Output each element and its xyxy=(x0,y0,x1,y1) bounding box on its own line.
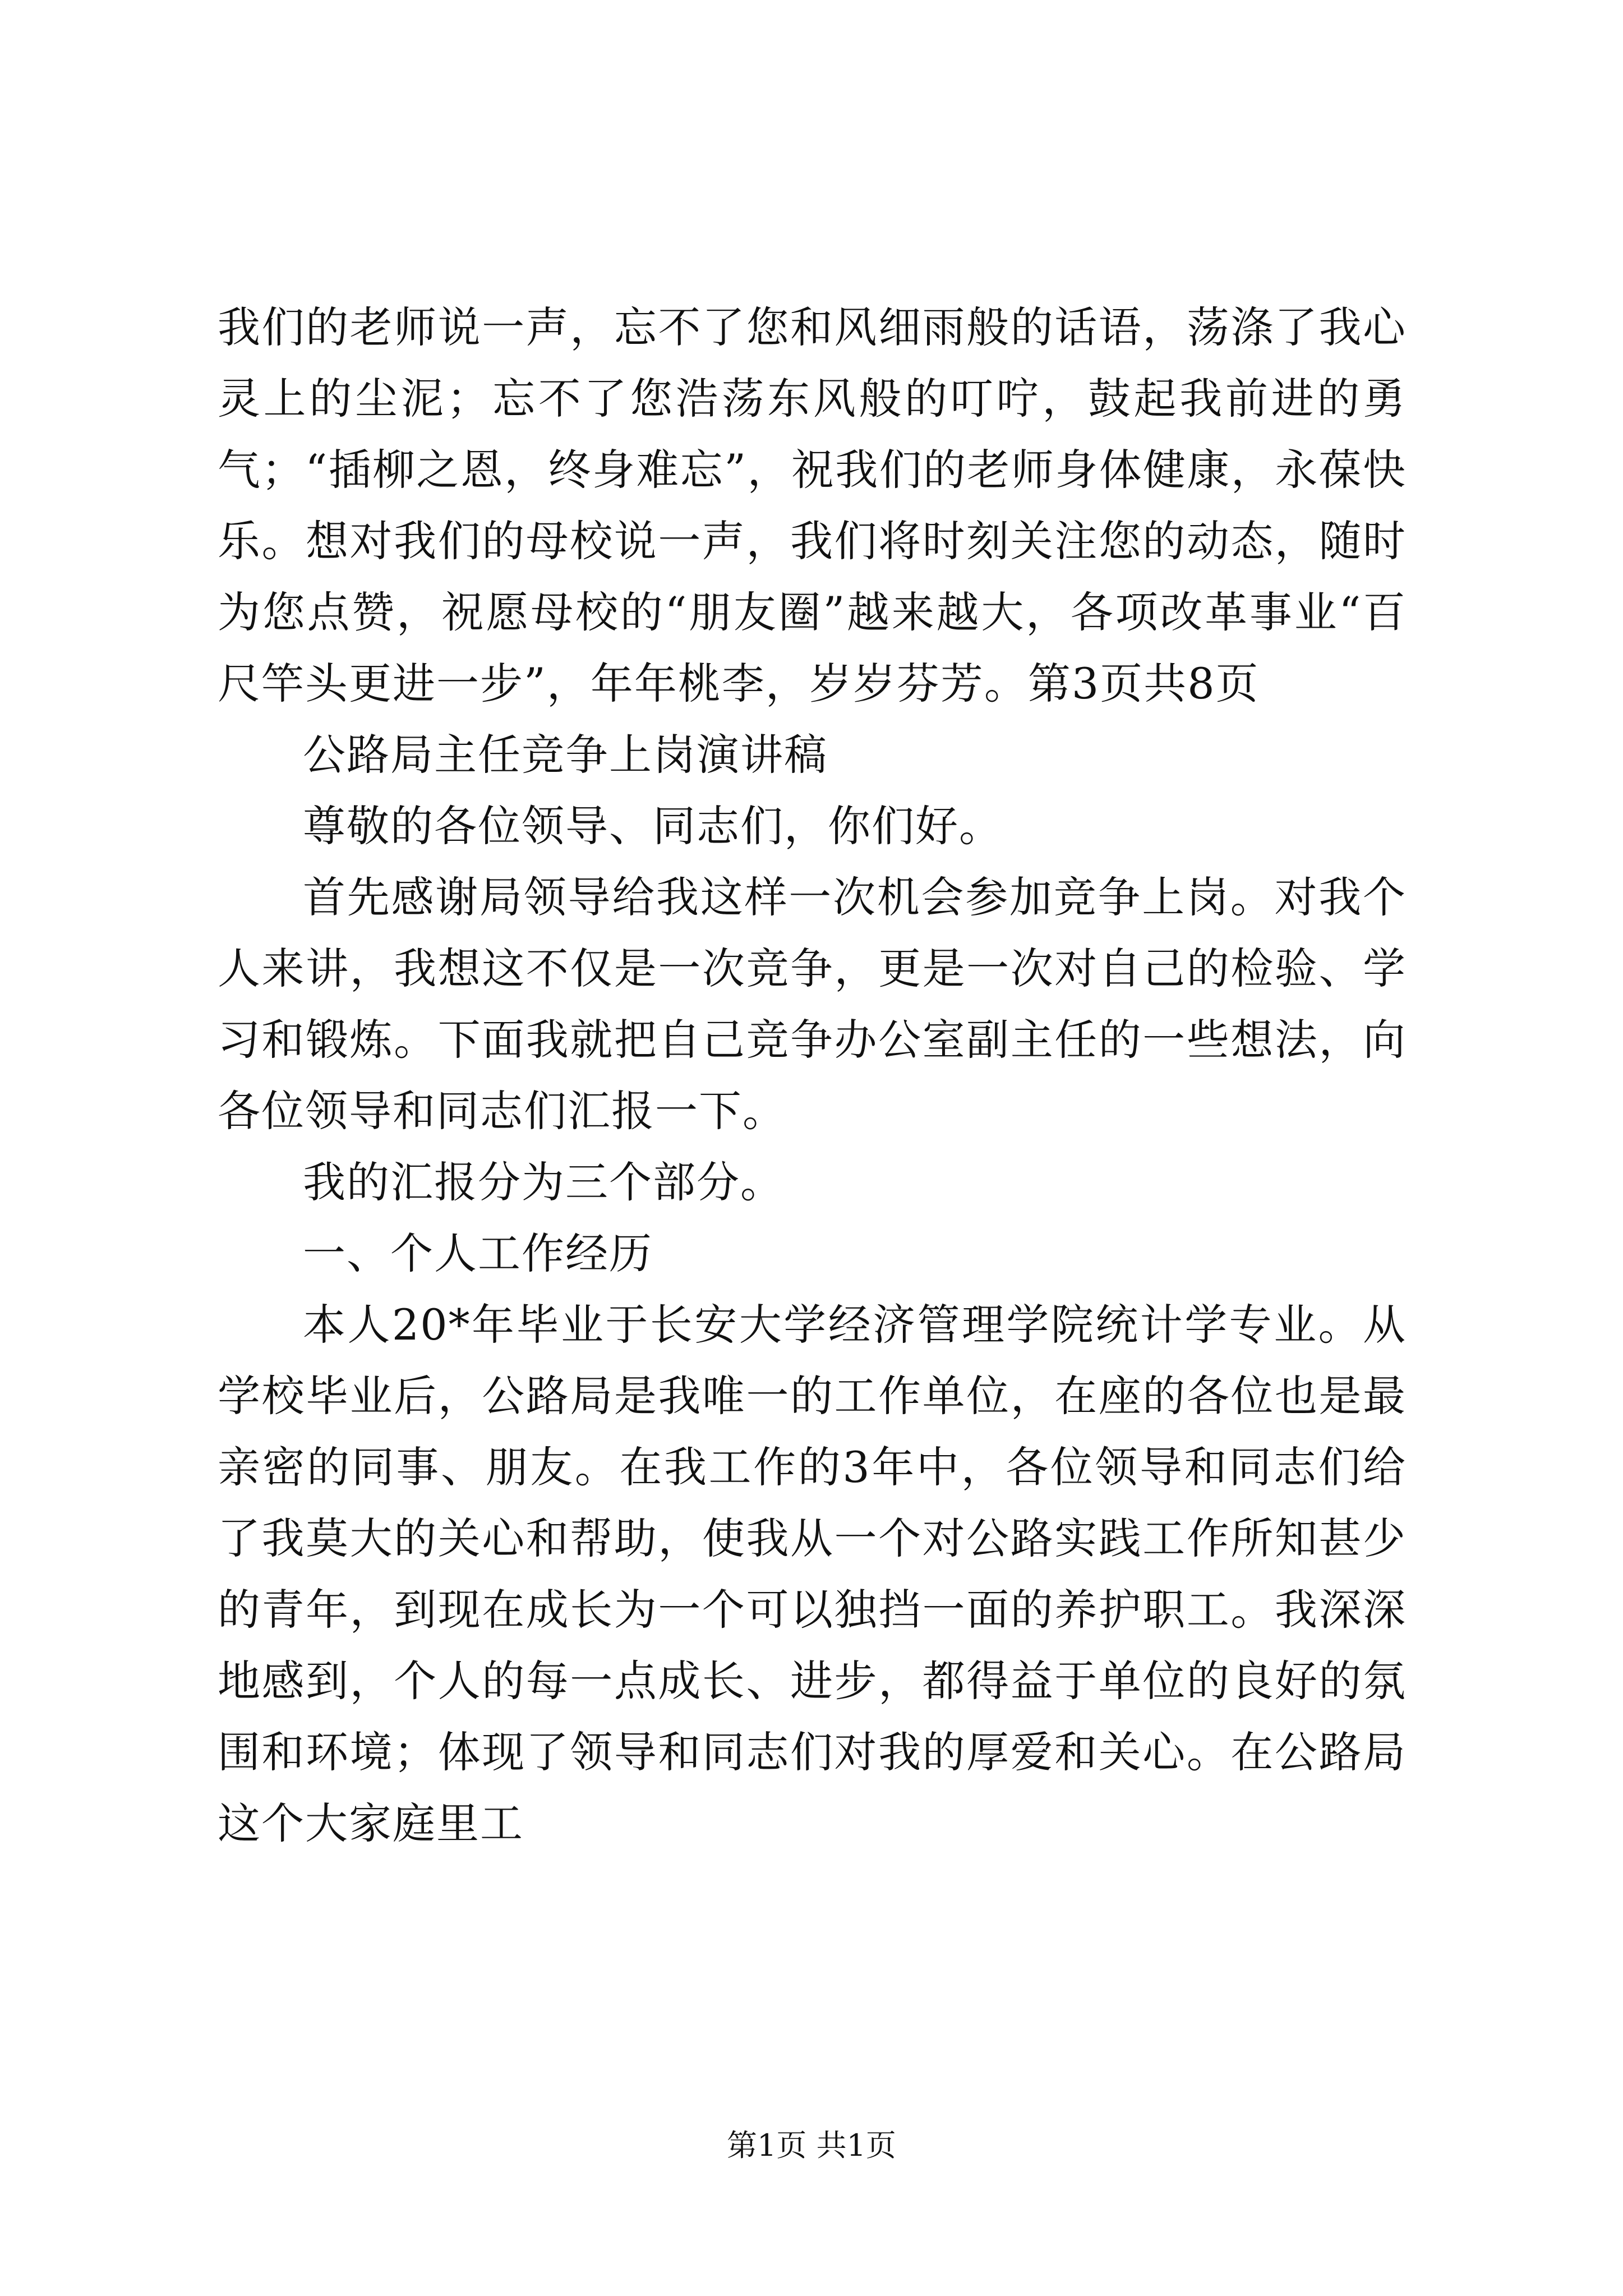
salutation: 尊敬的各位领导、同志们，你们好。 xyxy=(303,801,1003,851)
page-footer: 第1页 共1页 xyxy=(727,2128,896,2163)
paragraph-outline: 我的汇报分为三个部分。 xyxy=(303,1157,784,1207)
paragraph-opening: 首先感谢局领导给我这样一次机会参加竞争上岗。对我个人来讲，我想这不仅是一次竞争，更是一次对自己的检验、学习和锻炼。下面我就把自己竞争办公室副主任的一些想法，向各位领导和同志们汇报一下。 xyxy=(218,872,1407,1136)
speech-title: 公路局主任竞争上岗演讲稿 xyxy=(303,730,828,780)
document-body xyxy=(218,292,1407,1859)
paragraph-work-history: 本人20*年毕业于长安大学经济管理学院统计学专业。从学校毕业后，公路局是我唯一的工作单位，在座的各位也是最亲密的同事、朋友。在我工作的3年中，各位领导和同志们给了我莫大的关心和帮助，使我从一个对公路实践工作所知甚少的青年，到现在成长为一个可以独挡一面的养护职工。我深深地感到，个人的每一点成长、进步，都得益于单位的良好的氛围和环境；体现了领导和同志们对我的厚爱和关心。在公路局这个大家庭里工 xyxy=(218,1300,1407,1848)
paragraph-continued: 我们的老师说一声，忘不了您和风细雨般的话语，荡涤了我心灵上的尘泥；忘不了您浩荡东风般的叮咛，鼓起我前进的勇气；“插柳之恩，终身难忘”，祝我们的老师身体健康，永葆快乐。想对我们的母校说一声，我们将时刻关注您的动态，随时为您点赞，祝愿母校的“朋友圈”越来越大，各项改革事业“百尺竿头更进一步”，年年桃李，岁岁芬芳。第3页共8页 xyxy=(218,302,1407,708)
section-heading-work-history: 一、个人工作经历 xyxy=(303,1228,653,1278)
